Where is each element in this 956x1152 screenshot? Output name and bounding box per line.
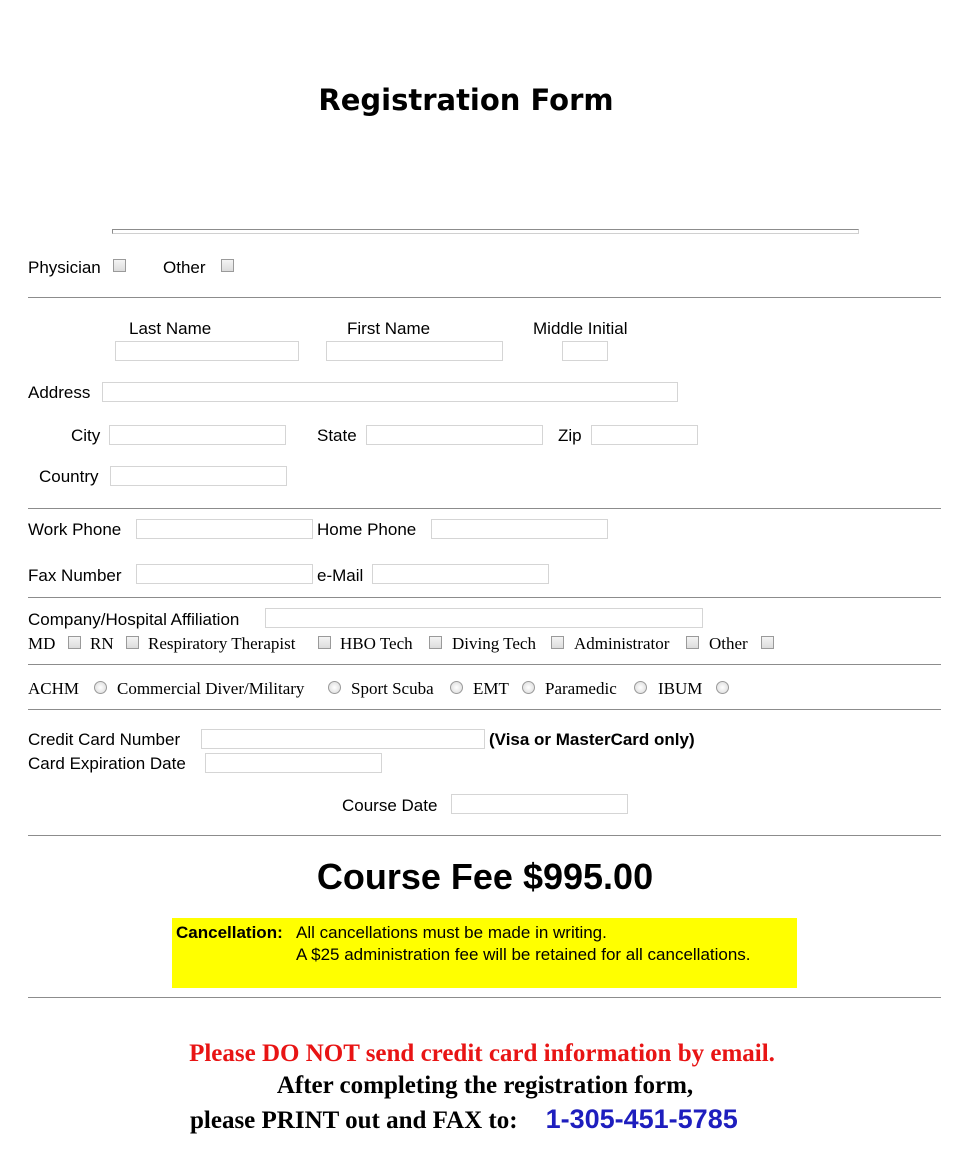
email-label: e-Mail xyxy=(317,566,364,585)
divider xyxy=(28,508,941,509)
category-ibum-radio[interactable] xyxy=(716,681,729,694)
city-input[interactable] xyxy=(109,425,286,445)
middle-initial-input[interactable] xyxy=(562,341,608,361)
home-phone-input[interactable] xyxy=(431,519,608,539)
profession-admin-label: Administrator xyxy=(574,634,670,653)
fax-number: 1-305-451-5785 xyxy=(545,1104,738,1134)
profession-rt-label: Respiratory Therapist xyxy=(148,634,296,653)
divider xyxy=(28,709,941,710)
profession-rn-label: RN xyxy=(90,634,114,653)
divider xyxy=(28,597,941,598)
top-divider-bar xyxy=(112,229,859,234)
page-title: Registration Form xyxy=(318,83,614,117)
affiliation-input[interactable] xyxy=(265,608,703,628)
address-label: Address xyxy=(28,383,91,402)
email-warning: Please DO NOT send credit card information by email. xyxy=(189,1040,775,1067)
category-sport-radio[interactable] xyxy=(450,681,463,694)
instructions-line-3 xyxy=(190,1104,738,1136)
home-phone-label: Home Phone xyxy=(317,520,417,539)
profession-rn-checkbox[interactable] xyxy=(126,636,139,649)
card-type-note: (Visa or MasterCard only) xyxy=(489,730,695,749)
divider xyxy=(28,835,941,836)
physician-label: Physician xyxy=(28,258,101,277)
category-emt-radio[interactable] xyxy=(522,681,535,694)
state-input[interactable] xyxy=(366,425,543,445)
category-achm-label: ACHM xyxy=(28,679,80,698)
email-input[interactable] xyxy=(372,564,549,584)
physician-checkbox[interactable] xyxy=(113,259,126,272)
work-phone-input[interactable] xyxy=(136,519,313,539)
middle-initial-label: Middle Initial xyxy=(533,319,628,338)
category-commercial-label: Commercial Diver/Military xyxy=(117,679,305,698)
profession-hbo-label: HBO Tech xyxy=(340,634,413,653)
last-name-label: Last Name xyxy=(129,319,212,338)
profession-rt-checkbox[interactable] xyxy=(318,636,331,649)
course-date-input[interactable] xyxy=(451,794,628,814)
fax-number-label: Fax Number xyxy=(28,566,122,585)
course-date-label: Course Date xyxy=(342,796,438,815)
zip-input[interactable] xyxy=(591,425,698,445)
category-achm-radio[interactable] xyxy=(94,681,107,694)
first-name-input[interactable] xyxy=(326,341,503,361)
last-name-input[interactable] xyxy=(115,341,299,361)
city-label: City xyxy=(71,426,101,445)
credit-card-label: Credit Card Number xyxy=(28,730,181,749)
divider xyxy=(28,997,941,998)
profession-diving-label: Diving Tech xyxy=(452,634,536,653)
address-input[interactable] xyxy=(102,382,678,402)
category-commercial-radio[interactable] xyxy=(328,681,341,694)
state-label: State xyxy=(317,426,357,445)
instructions-line-2: After completing the registration form, xyxy=(276,1072,694,1099)
profession-diving-checkbox[interactable] xyxy=(551,636,564,649)
expiration-label: Card Expiration Date xyxy=(28,754,186,773)
first-name-label: First Name xyxy=(347,319,431,338)
work-phone-label: Work Phone xyxy=(28,520,122,539)
profession-md-label: MD xyxy=(28,634,56,653)
other-type-label: Other xyxy=(163,258,206,277)
cancellation-heading: Cancellation: xyxy=(176,923,283,942)
country-label: Country xyxy=(39,467,99,486)
category-ibum-label: IBUM xyxy=(658,679,703,698)
category-paramedic-label: Paramedic xyxy=(545,679,617,698)
profession-admin-checkbox[interactable] xyxy=(686,636,699,649)
cancellation-box xyxy=(172,918,797,988)
other-type-checkbox[interactable] xyxy=(221,259,234,272)
profession-hbo-checkbox[interactable] xyxy=(429,636,442,649)
category-emt-label: EMT xyxy=(473,679,509,698)
category-paramedic-radio[interactable] xyxy=(634,681,647,694)
fax-number-input[interactable] xyxy=(136,564,313,584)
course-fee: Course Fee $995.00 xyxy=(316,856,654,897)
profession-md-checkbox[interactable] xyxy=(68,636,81,649)
expiration-input[interactable] xyxy=(205,753,382,773)
category-sport-label: Sport Scuba xyxy=(351,679,434,698)
fax-instruction: please PRINT out and FAX to: xyxy=(190,1107,518,1134)
credit-card-input[interactable] xyxy=(201,729,485,749)
cancellation-line-2: A $25 administration fee will be retained for all cancellations. xyxy=(296,945,751,964)
zip-label: Zip xyxy=(558,426,582,445)
divider xyxy=(28,664,941,665)
divider xyxy=(28,297,941,298)
profession-other-label: Other xyxy=(709,634,748,653)
profession-other-checkbox[interactable] xyxy=(761,636,774,649)
country-input[interactable] xyxy=(110,466,287,486)
affiliation-label: Company/Hospital Affiliation xyxy=(28,610,240,629)
cancellation-line-1: All cancellations must be made in writing. xyxy=(296,923,607,942)
